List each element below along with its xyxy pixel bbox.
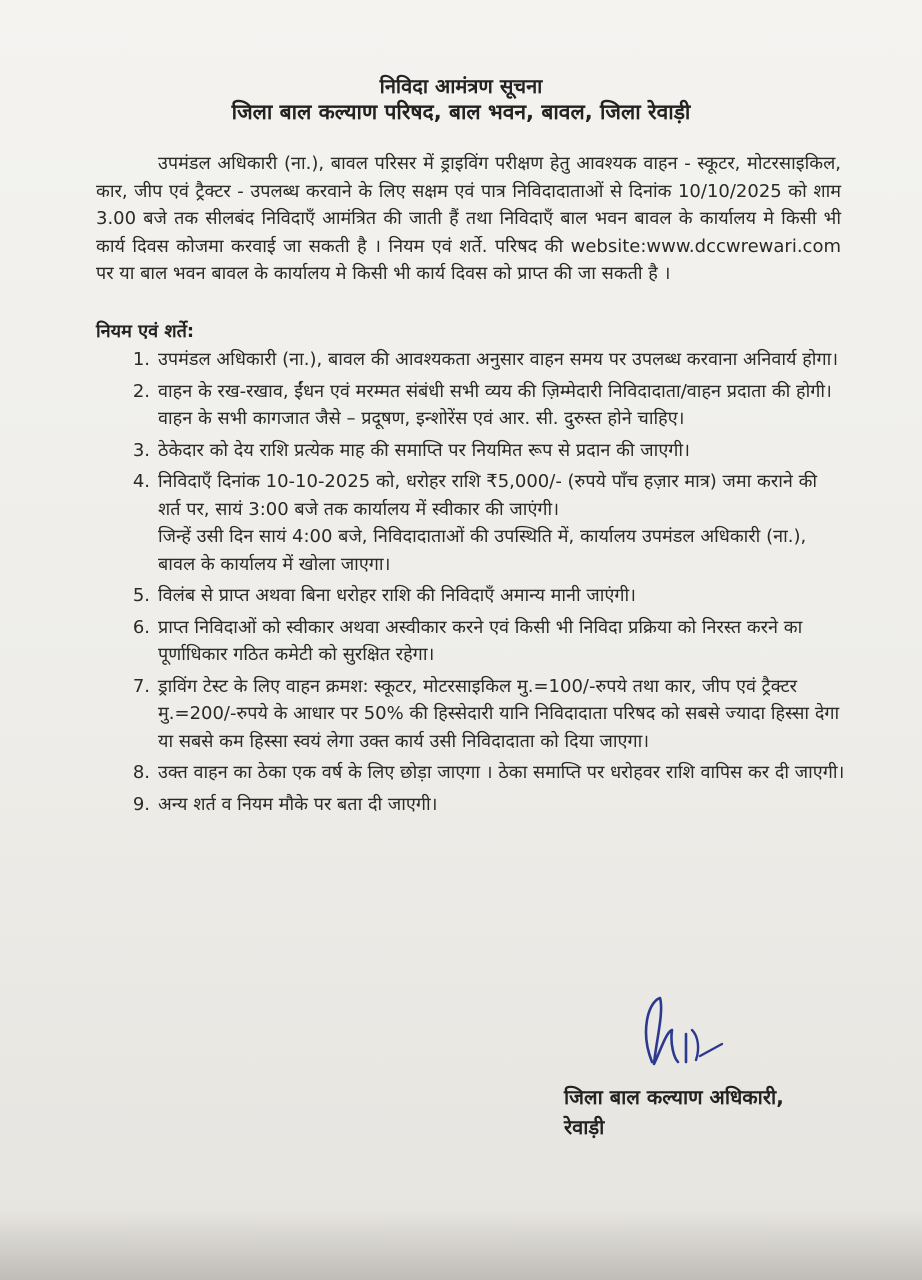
rule-text: प्राप्त निविदाओं को स्वीकार अथवा अस्वीकार करने एवं किसी भी निविदा प्रक्रिया को निरस्त करने का पूर्णाधिकार गठित कमेटी को सुरक्षित रहेगा। <box>158 616 803 665</box>
rule-number: 9. <box>132 793 150 815</box>
rule-text: उक्त वाहन का ठेका एक वर्ष के लिए छोड़ा जाएगा । ठेका समाप्ति पर धरोहवर राशि वापिस कर दी जाएगी। <box>158 762 845 783</box>
notice-title: निविदा आमंत्रण सूचना <box>379 74 543 98</box>
rule-text: उपमंडल अधिकारी (ना.), बावल की आवश्यकता अनुसार वाहन समय पर उपलब्ध करवाना अनिवार्य होगा। <box>158 349 839 370</box>
rule-text-continued: जिन्हें उसी दिन सायं 4:00 बजे, निविदादाताओं की उपस्थिति में, कार्यालय उपमंडल अधिकारी (ना.), बावल के कार्यालय में खोला जाएगा। <box>158 526 807 575</box>
signatory-place: रेवाड़ी <box>564 1115 605 1139</box>
notice-subtitle: जिला बाल कल्याण परिषद, बाल भवन, बावल, जिला रेवाड़ी <box>231 100 691 124</box>
rule-text-block <box>158 468 845 578</box>
rule-number: 5. <box>132 585 150 606</box>
rule-text: निविदाएँ दिनांक 10-10-2025 को, धरोहर राशि ₹5,000/- (रुपये पाँच हज़ार मात्र) जमा कराने की शर्त पर, सायं 3:00 बजे तक कार्यालय में स्वीकार की जाएंगी। <box>158 471 818 520</box>
rule-item <box>110 468 845 578</box>
rule-number: 1. <box>132 349 150 370</box>
rule-text: अन्य शर्त व नियम मौके पर बता दी जाएगी। <box>158 793 438 815</box>
rule-number: 3. <box>132 439 150 461</box>
rule-number: 6. <box>132 616 150 638</box>
rule-item <box>110 614 845 669</box>
signature-block <box>564 1082 784 1142</box>
rule-item <box>110 437 845 465</box>
rule-text: ड्राविंग टेस्ट के लिए वाहन क्रमश: स्कूटर, मोटरसाइकिल मु.=100/-रुपये तथा कार, जीप एवं ट्रैक्टर मु.=200/-रुपये के आधार पर 50% की हिस्सेदारी यानि निविदादाता परिषद को सबसे ज्यादा हिस्सा देगा या सबसे कम हिस्सा स्वयं लेगा उक्त कार्य उसी निविदादाता को दिया जाएगा। <box>158 675 840 752</box>
rule-text: ठेकेदार को देय राशि प्रत्येक माह की समाप्ति पर नियमित रूप से प्रदान की जाएगी। <box>158 439 690 461</box>
rule-number: 4. <box>132 471 150 492</box>
rule-number: 8. <box>132 762 150 783</box>
rule-number: 2. <box>132 380 150 402</box>
signatory-designation: जिला बाल कल्याण अधिकारी, <box>564 1085 784 1109</box>
rule-text: विलंब से प्राप्त अथवा बिना धरोहर राशि की निविदाएँ अमान्य मानी जाएंगी। <box>158 585 636 606</box>
rule-item <box>110 759 845 787</box>
rules-heading: नियम एवं शर्ते: <box>96 321 195 342</box>
rule-item <box>110 791 845 819</box>
rule-text: वाहन के रख-रखाव, ईंधन एवं मरम्मत संबंधी सभी व्यय की ज़िम्मेदारी निविदादाता/वाहन प्रदाता की होगी। वाहन के सभी कागजात जैसे – प्रदूषण, इन्शोरेंस एवं आर. सी. दुरुस्त होने चाहिए। <box>158 380 832 429</box>
rule-item <box>110 378 845 433</box>
intro-paragraph: उपमंडल अधिकारी (ना.), बावल परिसर में ड्राइविंग परीक्षण हेतु आवश्यक वाहन - स्कूटर, मोटरसाइकिल, कार, जीप एवं ट्रैक्टर - उपलब्ध करवाने के लिए सक्षम एवं पात्र निविदादाताओं से दिनांक 10/10/2025 को शाम 3.00 बजे तक सीलबंद निविदाएँ आमंत्रित की जाती हैं तथा निविदाएँ बाल भवन बावल के कार्यालय मे किसी भी कार्य दिवस कोजमा करवाई जा सकती है । नियम एवं शर्ते. परिषद की website:www.dccwrewari.com पर या बाल भवन बावल के कार्यालय मे किसी भी कार्य दिवस को प्राप्त की जा सकती है । <box>96 153 841 284</box>
page-shadow <box>0 1210 922 1280</box>
rule-number: 7. <box>132 675 150 697</box>
rule-item <box>110 582 845 610</box>
rule-item <box>110 346 845 374</box>
rules-list <box>110 346 845 822</box>
handwritten-signature <box>630 992 740 1082</box>
rule-item <box>110 673 845 756</box>
